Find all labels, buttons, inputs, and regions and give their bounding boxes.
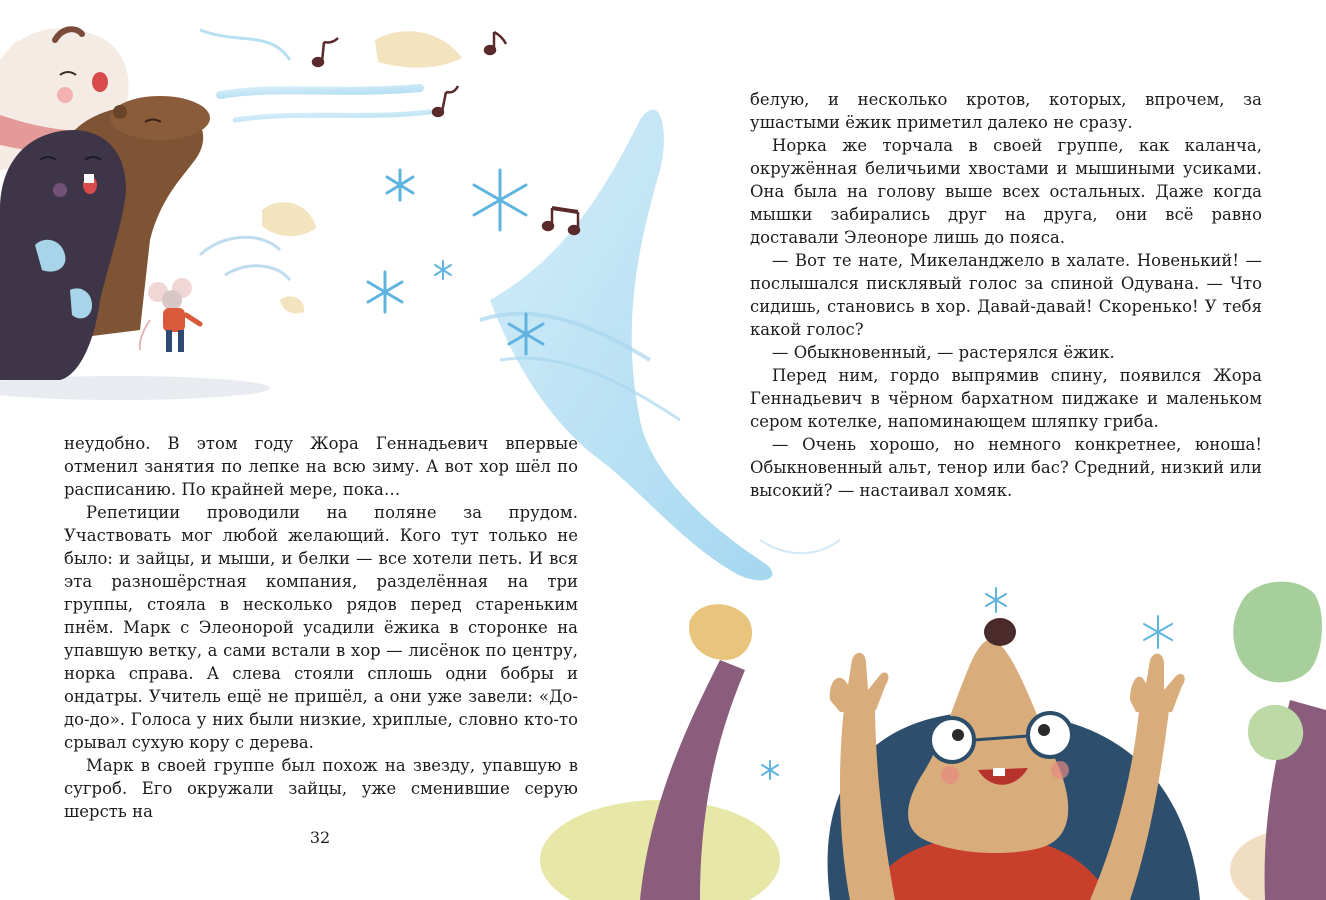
beaver-icon bbox=[0, 130, 126, 380]
hedgehog-icon bbox=[828, 618, 1200, 900]
forest-illustration bbox=[540, 582, 1326, 900]
right-page-text bbox=[750, 88, 1262, 502]
page-number: 32 bbox=[309, 828, 331, 847]
paragraph: Марк в своей группе был похож на звезду, упавшую в сугроб. Его окружали зайцы, уже сменившие серую шерсть на bbox=[64, 756, 578, 821]
leaf-icons bbox=[262, 31, 462, 313]
paragraph: неудобно. В этом году Жора Геннадьевич впервые отменил занятия по лепке на всю зиму. А вот хор шёл по расписанию. По крайней мере, пока… bbox=[64, 434, 578, 499]
paragraph: Перед ним, гордо выпрямив спину, появился Жора Геннадьевич в чёрном бархатном пиджаке и маленьком сером котелке, напоминающем шляпку гриба. bbox=[750, 366, 1262, 431]
paragraph: белую, и несколько кротов, которых, впрочем, за ушастыми ёжик приметил далеко не сразу. bbox=[750, 90, 1262, 132]
paragraph: — Обыкновенный, — растерялся ёжик. bbox=[772, 343, 1115, 362]
paragraph: Репетиции проводили на поляне за прудом. Участвовать мог любой желающий. Кого тут только не было: и зайцы, и мыши, и белки — все хотели петь. И вся эта разношёрстная компания, разделённая на три группы, стояла в несколько рядов перед стареньким пнём. Марк с Элеонорой усадили ёжика в сторонке на упавшую ветку, а сами встали в хор — лисёнок по центру, норка справа. А слева стояли сплошь одни бобры и ондатры. Учитель ещё не пришёл, а они уже завели: «До-до-до». Голоса у них были низкие, хриплые, словно кто-то срывал сухую кору с дерева. bbox=[64, 503, 578, 752]
mouse-icon bbox=[140, 278, 200, 352]
left-page-text bbox=[64, 432, 578, 823]
choir-illustration bbox=[0, 28, 270, 400]
paragraph: — Очень хорошо, но немного конкретнее, юноша! Обыкновенный альт, тенор или бас? Средний, низкий или высокий? — настаивал хомяк. bbox=[750, 435, 1262, 500]
paragraph: — Вот те нате, Микеланджело в халате. Новенький! — послышался писклявый голос за спиной Одувана. — Что сидишь, становись в хор. Давай-давай! Скоренько! У тебя какой голос? bbox=[750, 251, 1262, 339]
paragraph: Норка же торчала в своей группе, как каланча, окружённая беличьими хвостами и мышиными усиками. Она была на голову выше всех остальных. Даже когда мышки забирались друг на друга, они всё равно доставали Элеоноре лишь до пояса. bbox=[750, 136, 1262, 247]
